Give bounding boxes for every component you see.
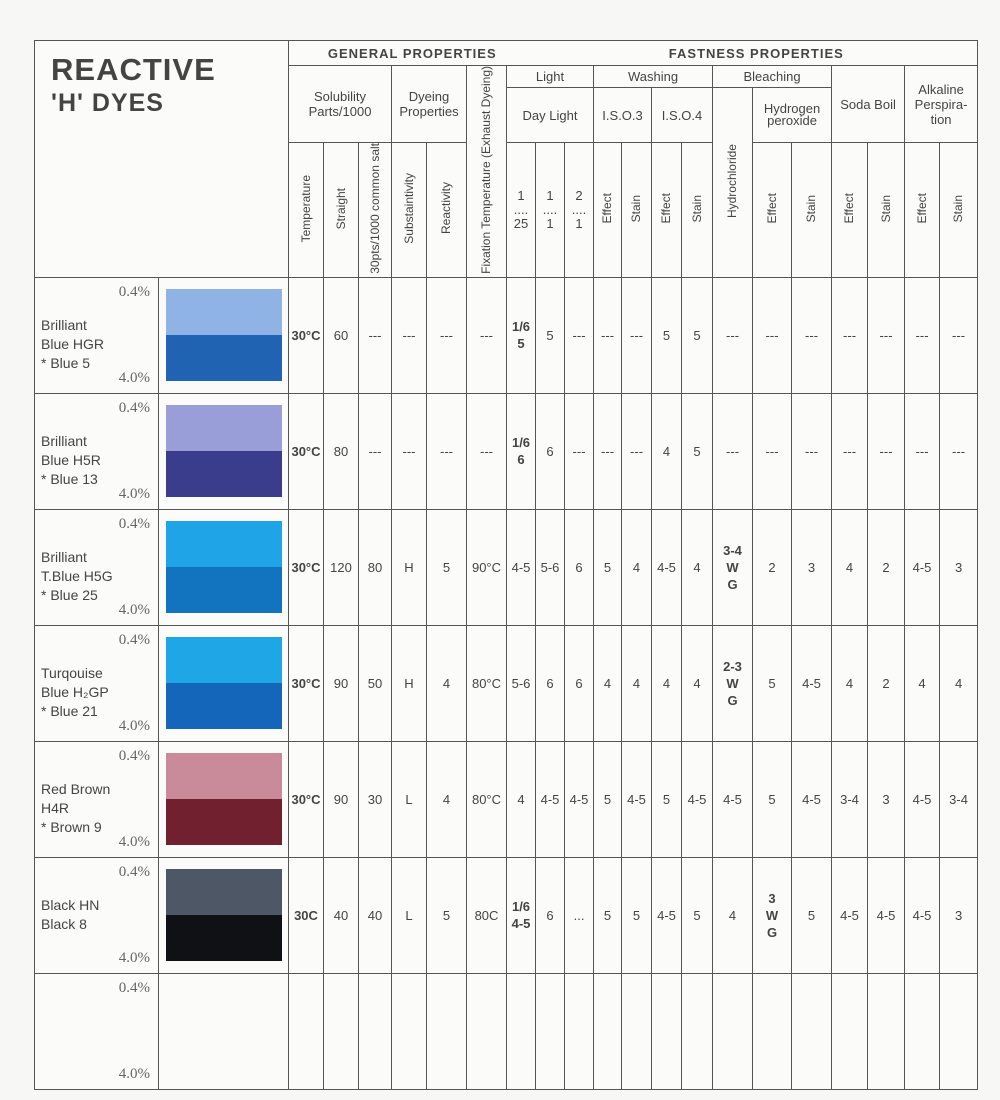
value-cell (832, 973, 868, 1089)
light-group: Light (507, 66, 594, 88)
value-cell: --- (713, 277, 753, 393)
col-alkaline-stain: Stain (940, 143, 978, 278)
brand-subtitle: 'H' DYES (51, 89, 164, 117)
col-peroxide-stain: Stain (792, 143, 832, 278)
value-cell: 30°C (289, 277, 324, 393)
value-cell: 5 (753, 625, 792, 741)
swatch-cell (159, 625, 289, 741)
value-cell (507, 857, 536, 973)
dye-name-cell (35, 393, 159, 509)
value-cell: 4 (652, 625, 682, 741)
title-block (35, 41, 289, 278)
swatch-dark-shade (166, 335, 282, 381)
dye-row (35, 277, 978, 393)
value-cell: 3 (940, 509, 978, 625)
value-cell: 4-5 (868, 857, 905, 973)
value-cell (622, 973, 652, 1089)
swatch-cell (159, 741, 289, 857)
alkaline-perspiration-group: Alkaline Perspira-tion (905, 66, 978, 143)
value-cell: 4-5 (905, 509, 940, 625)
value-cell: 5 (753, 741, 792, 857)
value-cell: 30°C (289, 393, 324, 509)
washing-group: Washing (594, 66, 713, 88)
value-cell: --- (868, 393, 905, 509)
value-cell: --- (940, 277, 978, 393)
col-soda-stain: Stain (868, 143, 905, 278)
value-cell (359, 973, 392, 1089)
value-cell: --- (832, 277, 868, 393)
stacked-value: 3 W G (765, 890, 779, 940)
color-swatch (166, 637, 282, 729)
swatch-dark-shade (166, 799, 282, 845)
concentration-low-label: 0.4% (118, 979, 150, 996)
value-cell: 6 (536, 625, 565, 741)
value-cell: 4-5 (652, 857, 682, 973)
swatch-light-shade (166, 521, 282, 567)
swatch-cell (159, 509, 289, 625)
value-cell: 4-5 (905, 857, 940, 973)
bleaching-group: Bleaching (713, 66, 832, 88)
value-cell: 4 (832, 625, 868, 741)
dye-name: Black HN Black 8 (41, 896, 100, 932)
value-cell: 5 (682, 857, 713, 973)
value-cell: ... (565, 857, 594, 973)
col-common-salt: 30pts/1000 common salt (359, 143, 392, 278)
value-cell: 2 (868, 509, 905, 625)
concentration-high-label: 4.0% (118, 601, 150, 618)
swatch-light-shade (166, 753, 282, 799)
col-light-1: 1 .... 25 (507, 143, 536, 278)
value-cell: 90°C (467, 509, 507, 625)
swatch-light-shade (166, 289, 282, 335)
value-cell: 5 (682, 277, 713, 393)
value-cell: 4-5 (792, 741, 832, 857)
swatch-light-shade (166, 637, 282, 683)
dye-row (35, 625, 978, 741)
dye-name-cell (35, 741, 159, 857)
concentration-low-label: 0.4% (118, 515, 150, 532)
dye-chart (34, 40, 978, 1090)
value-cell: H (392, 509, 427, 625)
color-swatch (166, 869, 282, 961)
value-cell: 40 (324, 857, 359, 973)
dye-name-cell (35, 277, 159, 393)
hydrochloride-column: Hydrochloride (713, 88, 753, 278)
value-cell: 30°C (289, 741, 324, 857)
value-cell: --- (622, 393, 652, 509)
value-cell: --- (427, 393, 467, 509)
concentration-low-label: 0.4% (118, 399, 150, 416)
value-cell: --- (565, 277, 594, 393)
value-cell: --- (792, 393, 832, 509)
value-cell: 4 (713, 857, 753, 973)
swatch-dark-shade (166, 567, 282, 613)
hydrogen-peroxide-subgroup: Hydrogen peroxide (753, 88, 832, 143)
col-temperature: Temperature (289, 143, 324, 278)
fixation-column: Fixation Temperature (Exhaust Dyeing) (467, 66, 507, 278)
value-cell (753, 857, 792, 973)
value-cell: 4-5 (713, 741, 753, 857)
value-cell: 6 (536, 857, 565, 973)
value-cell: 4-5 (652, 509, 682, 625)
value-cell: 4 (940, 625, 978, 741)
concentration-low-label: 0.4% (118, 631, 150, 648)
value-cell: 5 (792, 857, 832, 973)
value-cell (753, 973, 792, 1089)
value-cell: 5 (594, 509, 622, 625)
col-peroxide-effect: Effect (753, 143, 792, 278)
value-cell: --- (392, 393, 427, 509)
value-cell: 30°C (289, 509, 324, 625)
daylight-subgroup: Day Light (507, 88, 594, 143)
value-cell: --- (753, 393, 792, 509)
value-cell (427, 973, 467, 1089)
value-cell (652, 973, 682, 1089)
value-cell (940, 973, 978, 1089)
value-cell: 4 (682, 625, 713, 741)
concentration-high-label: 4.0% (118, 1065, 150, 1082)
value-cell: --- (940, 393, 978, 509)
value-cell: 4-5 (682, 741, 713, 857)
value-cell: 2 (868, 625, 905, 741)
value-cell (392, 973, 427, 1089)
value-cell (324, 973, 359, 1089)
stacked-value: 3-4 W G (723, 542, 742, 592)
col-reactivity: Reactivity (427, 143, 467, 278)
col-substantivity: Substaintivity (392, 143, 427, 278)
value-cell: --- (467, 393, 507, 509)
swatch-cell (159, 857, 289, 973)
concentration-high-label: 4.0% (118, 717, 150, 734)
value-cell (792, 973, 832, 1089)
concentration-high-label: 4.0% (118, 949, 150, 966)
value-cell: 5-6 (536, 509, 565, 625)
properties-table (34, 40, 978, 1090)
soda-boil-group: Soda Boil (832, 66, 905, 143)
dye-name: Brilliant Blue HGR * Blue 5 (41, 316, 105, 371)
value-cell: 80°C (467, 625, 507, 741)
dye-row (35, 857, 978, 973)
value-cell: --- (359, 393, 392, 509)
value-cell: 2 (753, 509, 792, 625)
stacked-value: 1/6 5 (511, 319, 531, 352)
fastness-properties-heading: FASTNESS PROPERTIES (536, 41, 978, 66)
value-cell (713, 973, 753, 1089)
dye-name: Brilliant T.Blue H5G * Blue 25 (41, 548, 113, 603)
value-cell (713, 509, 753, 625)
value-cell: 5 (622, 857, 652, 973)
swatch-dark-shade (166, 451, 282, 497)
swatch-dark-shade (166, 915, 282, 961)
dye-name-cell (35, 973, 159, 1089)
color-swatch (166, 521, 282, 613)
value-cell: 4-5 (792, 625, 832, 741)
dyeing-group: Dyeing Properties (392, 66, 467, 143)
value-cell (507, 277, 536, 393)
concentration-high-label: 4.0% (118, 833, 150, 850)
value-cell: 4 (427, 741, 467, 857)
color-swatch (166, 405, 282, 497)
swatch-light-shade (166, 869, 282, 915)
dye-name: Turqouise Blue H₂GP * Blue 21 (41, 664, 109, 719)
value-cell: 4-5 (905, 741, 940, 857)
value-cell: 80 (359, 509, 392, 625)
value-cell: --- (467, 277, 507, 393)
value-cell (594, 973, 622, 1089)
value-cell: 6 (536, 393, 565, 509)
col-straight: Straight (324, 143, 359, 278)
value-cell: L (392, 741, 427, 857)
value-cell: --- (392, 277, 427, 393)
value-cell: H (392, 625, 427, 741)
value-cell: --- (753, 277, 792, 393)
value-cell: 5 (594, 741, 622, 857)
stacked-value: 2-3 W G (723, 658, 742, 708)
value-cell: --- (868, 277, 905, 393)
value-cell: 4 (427, 625, 467, 741)
col-soda-effect: Effect (832, 143, 868, 278)
value-cell (467, 973, 507, 1089)
value-cell: --- (905, 277, 940, 393)
value-cell: --- (565, 393, 594, 509)
value-cell: 30 (359, 741, 392, 857)
concentration-low-label: 0.4% (118, 863, 150, 880)
value-cell: 4-5 (832, 857, 868, 973)
value-cell: 5 (652, 277, 682, 393)
value-cell: 4 (652, 393, 682, 509)
value-cell (536, 973, 565, 1089)
value-cell: 4 (905, 625, 940, 741)
col-iso3-effect: Effect (594, 143, 622, 278)
value-cell: 6 (565, 509, 594, 625)
dye-row (35, 509, 978, 625)
swatch-cell (159, 277, 289, 393)
value-cell: --- (713, 393, 753, 509)
iso4-subgroup: I.S.O.4 (652, 88, 713, 143)
value-cell: 30C (289, 857, 324, 973)
stacked-value: 1/6 6 (511, 435, 531, 468)
value-cell: 40 (359, 857, 392, 973)
concentration-low-label: 0.4% (118, 747, 150, 764)
swatch-dark-shade (166, 683, 282, 729)
value-cell: 3 (868, 741, 905, 857)
dye-name-cell (35, 509, 159, 625)
col-iso4-effect: Effect (652, 143, 682, 278)
value-cell: 90 (324, 625, 359, 741)
value-cell: --- (359, 277, 392, 393)
value-cell (713, 625, 753, 741)
col-iso4-stain: Stain (682, 143, 713, 278)
value-cell: 120 (324, 509, 359, 625)
value-cell: 4-5 (622, 741, 652, 857)
value-cell: L (392, 857, 427, 973)
concentration-high-label: 4.0% (118, 369, 150, 386)
value-cell: 5 (427, 509, 467, 625)
value-cell: 60 (324, 277, 359, 393)
value-cell: 30°C (289, 625, 324, 741)
brand-title: REACTIVE (51, 52, 216, 87)
value-cell: 80°C (467, 741, 507, 857)
value-cell: 80 (324, 393, 359, 509)
value-cell: 5 (427, 857, 467, 973)
value-cell (507, 393, 536, 509)
value-cell: 4-5 (507, 509, 536, 625)
dye-name: Brilliant Blue H5R * Blue 13 (41, 432, 101, 487)
dye-name-cell (35, 857, 159, 973)
value-cell (905, 973, 940, 1089)
stacked-value: 1/6 4-5 (511, 899, 531, 932)
value-cell: 4 (507, 741, 536, 857)
value-cell: 6 (565, 625, 594, 741)
value-cell (565, 973, 594, 1089)
value-cell: --- (832, 393, 868, 509)
general-properties-heading: GENERAL PROPERTIES (289, 41, 536, 66)
dye-name: Red Brown H4R * Brown 9 (41, 780, 111, 835)
value-cell: 4-5 (565, 741, 594, 857)
value-cell: --- (622, 277, 652, 393)
value-cell: --- (594, 277, 622, 393)
value-cell: 5 (536, 277, 565, 393)
swatch-light-shade (166, 405, 282, 451)
value-cell: --- (427, 277, 467, 393)
value-cell: 5-6 (507, 625, 536, 741)
dye-row (35, 973, 978, 1089)
value-cell: 5 (682, 393, 713, 509)
concentration-high-label: 4.0% (118, 485, 150, 502)
value-cell: 5 (594, 857, 622, 973)
value-cell: 4 (594, 625, 622, 741)
dye-name-cell (35, 625, 159, 741)
col-iso3-stain: Stain (622, 143, 652, 278)
col-light-3: 2 .... 1 (565, 143, 594, 278)
dye-row (35, 393, 978, 509)
value-cell: 80C (467, 857, 507, 973)
dye-row (35, 741, 978, 857)
iso3-subgroup: I.S.O.3 (594, 88, 652, 143)
value-cell (289, 973, 324, 1089)
concentration-low-label: 0.4% (118, 283, 150, 300)
value-cell: 4 (682, 509, 713, 625)
value-cell (868, 973, 905, 1089)
value-cell: 3-4 (940, 741, 978, 857)
value-cell: 4-5 (536, 741, 565, 857)
color-swatch (166, 289, 282, 381)
value-cell: --- (905, 393, 940, 509)
col-alkaline-effect: Effect (905, 143, 940, 278)
value-cell: 3-4 (832, 741, 868, 857)
swatch-cell (159, 393, 289, 509)
value-cell (507, 973, 536, 1089)
value-cell: --- (792, 277, 832, 393)
col-light-2: 1 .... 1 (536, 143, 565, 278)
value-cell (682, 973, 713, 1089)
value-cell: 4 (622, 625, 652, 741)
value-cell: 90 (324, 741, 359, 857)
value-cell: 3 (940, 857, 978, 973)
value-cell: 4 (832, 509, 868, 625)
value-cell: 50 (359, 625, 392, 741)
value-cell: 3 (792, 509, 832, 625)
solubility-group: Solubility Parts/1000 (289, 66, 392, 143)
swatch-cell (159, 973, 289, 1089)
value-cell: 5 (652, 741, 682, 857)
value-cell: --- (594, 393, 622, 509)
color-swatch (166, 753, 282, 845)
value-cell: 4 (622, 509, 652, 625)
